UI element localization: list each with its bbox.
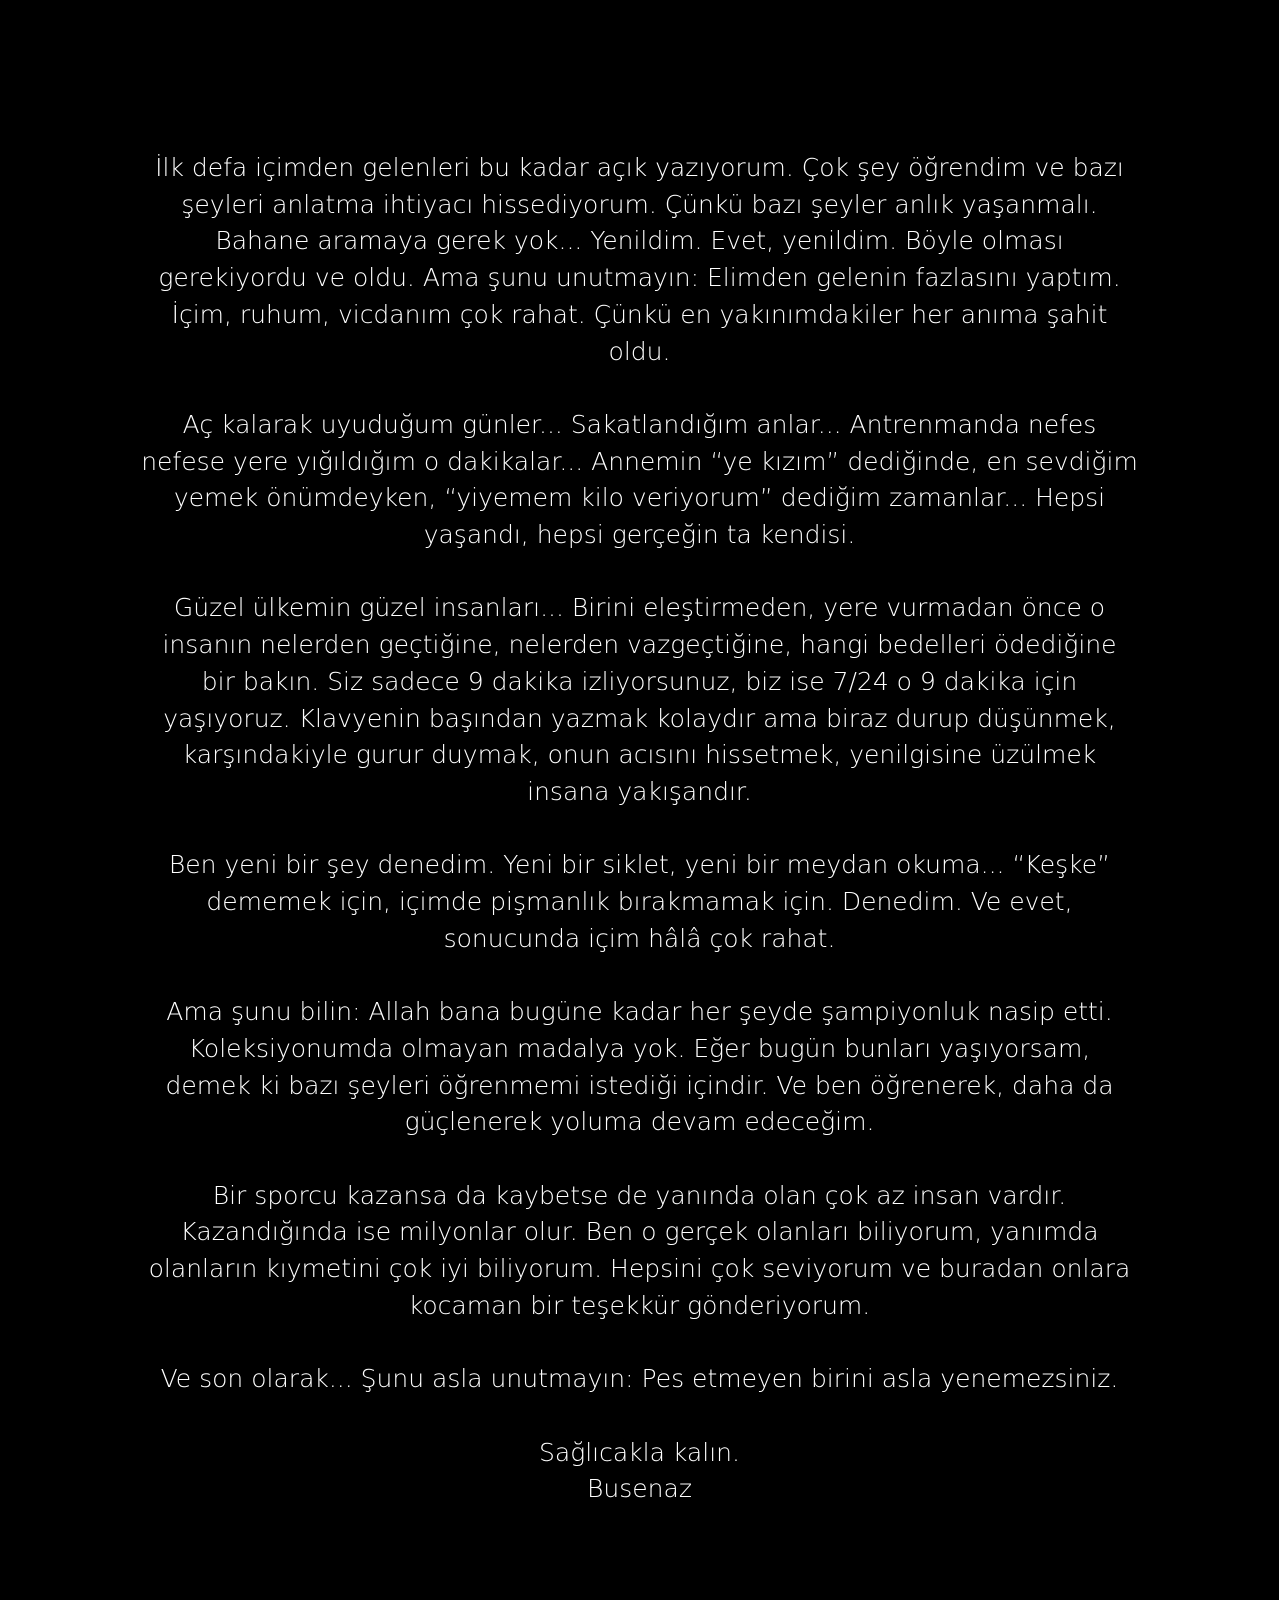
text-line: oldu. — [608, 336, 671, 366]
paragraph-championships — [0, 994, 1279, 1141]
closing-line: Sağlıcakla kalın. — [539, 1437, 740, 1467]
text-line: insana yakışandır. — [527, 776, 752, 806]
text-line: karşındakiyle gurur duymak, onun acısını hissetmek, yenilgisine üzülmek — [182, 740, 1097, 770]
paragraph-final-message — [0, 1361, 1279, 1398]
paragraph-thanks — [0, 1178, 1279, 1325]
text-line: gerekiyordu ve oldu. Ama şunu unutmayın: Elimden gelenin fazlasını yaptım. — [158, 263, 1121, 293]
signature: Busenaz — [587, 1474, 692, 1504]
text-line: İlk defa içimden gelenleri bu kadar açık yazıyorum. Çok şey öğrendim ve bazı — [155, 153, 1124, 182]
text-line: Koleksiyonumda olmayan madalya yok. Eğer bugün bunları yaşıyorsam, — [188, 1033, 1091, 1063]
text-line: demek ki bazı şeyleri öğrenmemi istediği içindir. Ve ben öğrenerek, daha da — [165, 1070, 1114, 1100]
signoff — [0, 1435, 1279, 1508]
text-line: şeyleri anlatma ihtiyacı hissediyorum. Çünkü bazı şeyler anlık yaşanmalı. — [181, 189, 1098, 219]
paragraph-intro — [0, 150, 1279, 370]
text-line: İçim, ruhum, vicdanım çok rahat. Çünkü en yakınımdakiler her anıma şahit — [171, 299, 1108, 329]
text-line: dememek için, içimde pişmanlık bırakmamak için. Denedim. Ve evet, — [206, 887, 1073, 917]
letter-body — [0, 150, 1279, 1508]
text-line: Ve son olarak... Şunu asla unutmayın: Pes etmeyen birini asla yenemezsiniz. — [160, 1364, 1119, 1394]
paragraph-struggles — [0, 407, 1279, 554]
text-line: olanların kıymetini çok iyi biliyorum. Hepsini çok seviyorum ve buradan onlara — [148, 1254, 1131, 1284]
text-line: Güzel ülkemin güzel insanları... Birini eleştirmeden, yere vurmadan önce o — [173, 593, 1106, 623]
text-line: kocaman bir teşekkür gönderiyorum. — [408, 1290, 871, 1320]
text-line: Ama şunu bilin: Allah bana bugüne kadar her şeyde şampiyonluk nasip etti. — [166, 997, 1113, 1027]
text-line: nefese yere yığıldığım o dakikalar... Annemin “ye kızım” dediğinde, en sevdiğim — [141, 446, 1138, 476]
text-line: Ben yeni bir şey denedim. Yeni bir siklet, yeni bir meydan okuma... “Keşke” — [168, 850, 1111, 880]
text-line: Bahane aramaya gerek yok... Yenildim. Evet, yenildim. Böyle olması — [215, 226, 1064, 256]
text-line: yemek önümdeyken, “yiyemem kilo veriyorum” dediğim zamanlar... Hepsi — [173, 483, 1106, 513]
text-line: insanın nelerden geçtiğine, nelerden vazgeçtiğine, hangi bedelleri ödediğine — [162, 630, 1117, 660]
text-line: yaşıyoruz. Klavyenin başından yazmak kolaydır ama biraz durup düşünmek, — [163, 703, 1116, 733]
text-line: Aç kalarak uyuduğum günler... Sakatlandığım anlar... Antrenmanda nefes — [182, 409, 1097, 439]
text-line: Bir sporcu kazansa da kaybetse de yanında olan çok az insan vardır. — [212, 1180, 1067, 1210]
text-line: sonucunda içim hâlâ çok rahat. — [443, 923, 836, 953]
text-line: bir bakın. Siz sadece 9 dakika izliyorsunuz, biz ise 7/24 o 9 dakika için — [201, 666, 1078, 696]
text-line: yaşandı, hepsi gerçeğin ta kendisi. — [423, 520, 856, 550]
text-line: güçlenerek yoluma devam edeceğim. — [404, 1107, 875, 1137]
paragraph-criticism — [0, 590, 1279, 810]
text-line: Kazandığında ise milyonlar olur. Ben o gerçek olanları biliyorum, yanımda — [180, 1217, 1099, 1247]
paragraph-new-challenge — [0, 847, 1279, 957]
